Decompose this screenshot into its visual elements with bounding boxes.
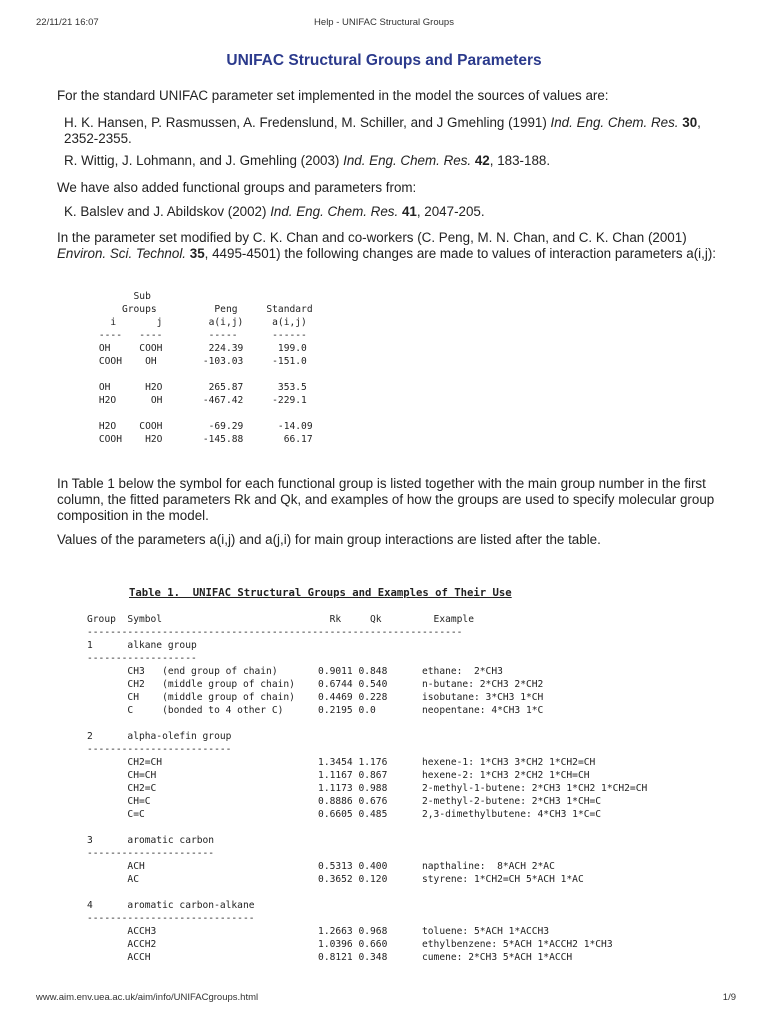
modified-volume: 35 (189, 246, 205, 261)
reference-journal: Ind. Eng. Chem. Res. (550, 115, 679, 130)
modified-journal: Environ. Sci. Technol. (57, 246, 187, 261)
reference-hansen (64, 115, 717, 147)
reference-volume: 30 (682, 115, 698, 130)
table-intro-text: In Table 1 below the symbol for each functional group is listed together with the main group number in the first column, the fitted parameters Rk and Qk, and examples of how the groups are used to specify molecular group composition in the model. (57, 476, 715, 523)
print-datetime: 22/11/21 16:07 (36, 17, 99, 28)
print-title: Help - UNIFAC Structural Groups (314, 17, 454, 28)
reference-journal: Ind. Eng. Chem. Res. (343, 153, 472, 168)
table1-body: Group Symbol Rk Qk Example ----------------------------------------------------------------- 1 alkane group ------------------- CH3 (end group of chain) 0.9011 0.848 ethane: 2*CH3 CH2 (middle group of chain) 0.6744 0.540 n-butane: 2*CH3 2*CH2 CH (middle group of chain) 0.4469 0.228 isobutane: 3*CH3 1*CH C (bonded to 4 other C) 0.2195 0.0 neopentane: 4*CH3 1*C 2 alpha-olefin group ------------------------- CH2=CH 1.3454 1.176 hexene-1: 1*CH3 3*CH2 1*CH2=CH CH=CH 1.1167 0.867 hexene-2: 1*CH3 2*CH2 1*CH=CH CH2=C 1.1173 0.988 2-methyl-1-butene: 2*CH3 1*CH2 1*CH2=CH CH=C 0.8886 0.676 2-methyl-2-butene: 2*CH3 1*CH=C C=C 0.6605 0.485 2,3-dimethylbutene: 4*CH3 1*C=C 3 aromatic carbon ---------------------- ACH 0.5313 0.400 napthaline: 8*ACH 2*AC AC 0.3652 0.120 styrene: 1*CH2=CH 5*ACH 1*AC 4 aromatic carbon-alkane ----------------------------- ACCH3 1.2663 0.968 toluene: 5*ACH 1*ACCH3 ACCH2 1.0396 0.660 ethylbenzene: 5*ACH 1*ACCH2 1*CH3 ACCH 0.8121 0.348 cumene: 2*CH3 5*ACH 1*ACCH (87, 614, 648, 963)
reference-volume: 41 (401, 204, 417, 219)
footer-page-number: 1/9 (722, 992, 736, 1003)
reference-balslev (64, 204, 717, 220)
interaction-parameter-table: Sub Groups Peng Standard i j a(i,j) a(i,j) ---- ---- ----- ------ OH COOH 224.39 199.0 COOH OH -103.03 -151.0 OH H2O 265.87 353.5 H2O OH -467.42 -229.1 H2O COOH -69.29 -14.09 COOH H2O -145.88 66.17 (98, 291, 313, 445)
also-added-text: We have also added functional groups and parameters from: (57, 180, 417, 195)
reference-pages: , 2352-2355. (64, 115, 701, 146)
modified-text-pre: In the parameter set modified by C. K. Chan and co-workers (C. Peng, M. N. Chan, and C. K. Chan (2001) (57, 230, 687, 245)
modified-parameters-text (57, 230, 717, 262)
values-note-text: Values of the parameters a(i,j) and a(j,i) for main group interactions are listed after the table. (57, 532, 601, 547)
reference-wittig (64, 153, 717, 169)
footer-url: www.aim.env.uea.ac.uk/aim/info/UNIFACgroups.html (36, 992, 259, 1003)
intro-text: For the standard UNIFAC parameter set implemented in the model the sources of values are: (57, 88, 609, 103)
reference-authors: R. Wittig, J. Lohmann, and J. Gmehling (2003) (64, 153, 344, 168)
table1-title: Table 1. UNIFAC Structural Groups and Examples of Their Use (129, 587, 512, 599)
reference-journal: Ind. Eng. Chem. Res. (270, 204, 399, 219)
reference-authors: H. K. Hansen, P. Rasmussen, A. Fredenslund, M. Schiller, and J Gmehling (1991) (64, 115, 551, 130)
modified-text-post: , 4495-4501) the following changes are made to values of interaction parameters a(i,j): (204, 246, 717, 261)
page-title: UNIFAC Structural Groups and Parameters (226, 52, 542, 69)
reference-authors: K. Balslev and J. Abildskov (2002) (64, 204, 271, 219)
reference-pages: , 183-188. (489, 153, 551, 168)
reference-volume: 42 (474, 153, 490, 168)
reference-pages: , 2047-205. (416, 204, 485, 219)
